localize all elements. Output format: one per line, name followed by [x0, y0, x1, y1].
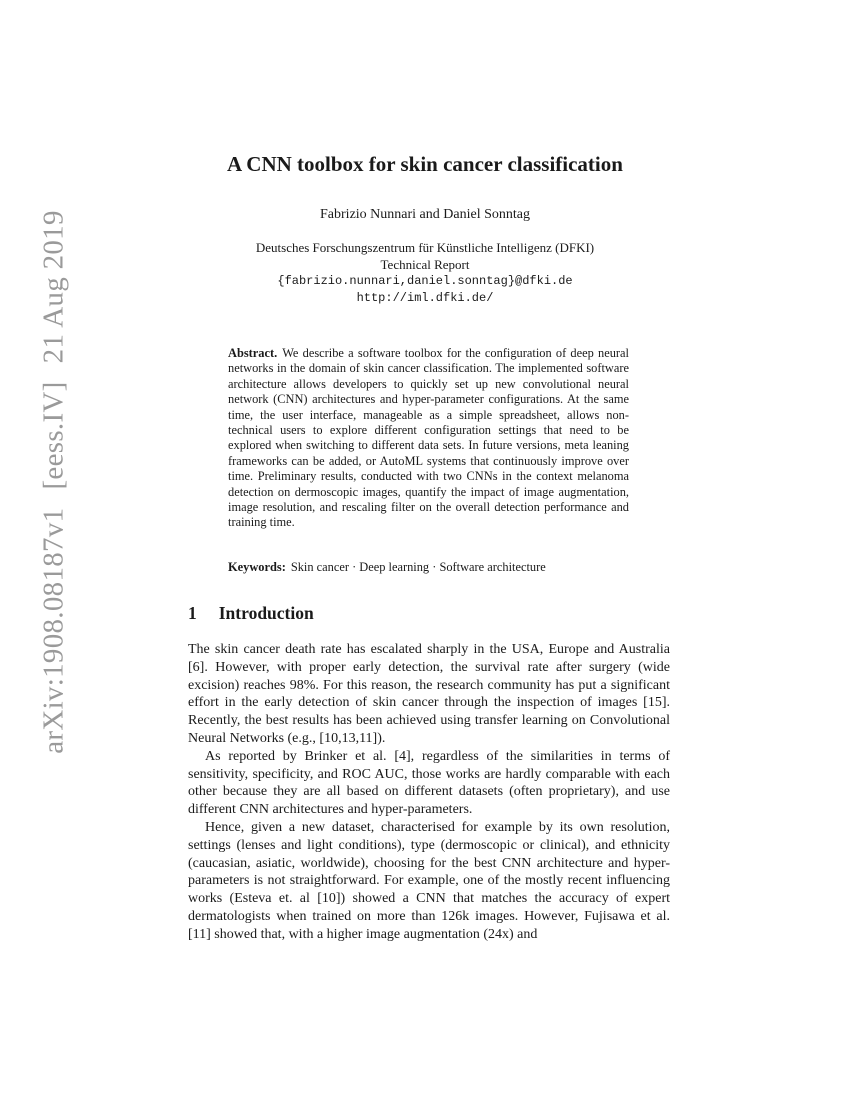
- affiliation: Deutsches Forschungszentrum für Künstliche Intelligenz (DFKI): [255, 240, 595, 255]
- paper-authors: Fabrizio Nunnari and Daniel Sonntag: [320, 207, 530, 222]
- author-emails: {fabrizio.nunnari,daniel.sonntag}@dfki.de: [277, 274, 573, 288]
- abstract-label: Abstract.: [228, 346, 278, 360]
- paper-title: A CNN toolbox for skin cancer classification: [227, 152, 623, 176]
- report-type: Technical Report: [380, 257, 470, 272]
- section-title: Introduction: [218, 603, 314, 623]
- paragraph: As reported by Brinker et al. [4], regardless of the similarities in terms of sensitivity, specificity, and ROC AUC, those works are hardly comparable with each other because they are all based on different datasets (often proprietary), and use different CNN architectures and hyper-parameters.: [188, 748, 670, 818]
- section-heading: [188, 603, 314, 624]
- abstract-text: We describe a software toolbox for the configuration of deep neural networks in the domain of skin cancer classification. The implemented software architecture allows developers to quickly set up new convolutional neural network (CNN) architectures and hyper-parameter configurations. At the same time, the user interface, manageable as a simple spreadsheet, allows non-technical users to explore different configuration settings that need to be explored when switching to different data sets. In future versions, meta leaning frameworks can be added, or AutoML systems that continuously improve over time. Preliminary results, conducted with two CNNs in the context melanoma detection on dermoscopic images, quantify the impact of image augmentation, image resolution, and rescaling filter on the overall detection performance and training time.: [228, 346, 629, 530]
- arxiv-category: [eess.IV]: [37, 381, 70, 490]
- keywords: [228, 560, 629, 575]
- affiliation-block: [0, 239, 850, 307]
- lab-url[interactable]: http://iml.dfki.de/: [356, 291, 494, 305]
- body-text: [188, 641, 670, 944]
- keywords-text: Skin cancer · Deep learning · Software architecture: [290, 560, 546, 574]
- paragraph: The skin cancer death rate has escalated sharply in the USA, Europe and Australia [6]. However, with proper early detection, the survival rate after surgery (wide excision) reaches 98%. For this reason, the research community has put a significant effort in the early detection of skin cancer through the inspection of images [15]. Recently, the best results has been achieved using transfer learning on Convolutional Neural Networks (e.g., [10,13,11]).: [188, 642, 670, 746]
- paragraph: Hence, given a new dataset, characterised for example by its own resolution, settings (lenses and light conditions), type (dermoscopic or clinical), and ethnicity (caucasian, asiatic, worldwide), choosing for the best CNN architecture and hyper-parameters is not straightforward. For example, one of the mostly recent influencing works (Esteva et. al [10]) showed a CNN that matches the accuracy of expert dermatologists when trained on more than 126k images. However, Fujisawa et al. [11] showed that, with a higher image augmentation (24x) and: [188, 819, 670, 942]
- arxiv-date: 21 Aug 2019: [37, 210, 70, 364]
- keywords-label: Keywords:: [228, 560, 286, 574]
- arxiv-id: arXiv:1908.08187v1: [37, 507, 70, 754]
- section-number: 1: [188, 603, 197, 623]
- abstract: [228, 346, 629, 531]
